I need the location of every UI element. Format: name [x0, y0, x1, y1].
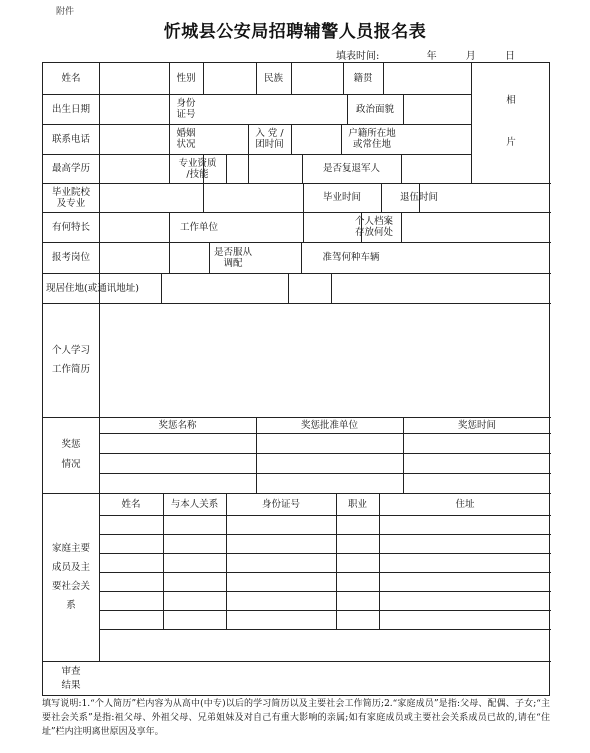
label-archive-location: 个人档案 存放何处 — [354, 216, 393, 238]
label-name: 姓名 — [61, 73, 81, 84]
row-line — [99, 572, 551, 573]
label-position: 报考岗位 — [51, 252, 90, 263]
col-line — [471, 63, 472, 183]
row-line — [99, 591, 551, 592]
fill-time-year: 年 — [426, 51, 437, 62]
header-family-address: 住址 — [455, 498, 475, 510]
row-line — [43, 303, 551, 304]
label-phone: 联系电话 — [51, 133, 90, 145]
row-line — [43, 661, 551, 662]
label-graduation-time: 毕业时间 — [322, 192, 361, 203]
col-line — [161, 273, 162, 303]
header-family-job: 职业 — [347, 498, 367, 510]
label-id-number: 身份 证号 — [176, 98, 196, 120]
row-line — [99, 553, 551, 554]
label-resume: 个人学习 工作简历 — [51, 345, 90, 375]
header-family-name: 姓名 — [121, 498, 141, 510]
label-school-major: 毕业院校 及专业 — [51, 186, 90, 209]
col-line — [401, 154, 402, 183]
fill-time — [336, 47, 515, 62]
label-education: 最高学历 — [51, 163, 90, 174]
row-line — [43, 242, 551, 243]
label-native-place: 籍贯 — [353, 73, 373, 84]
col-line — [403, 94, 404, 124]
header-family-relation: 与本人关系 — [170, 498, 219, 510]
row-line — [99, 515, 551, 516]
label-ethnicity: 民族 — [263, 73, 283, 84]
label-qualification: 专业资质 /技能 — [178, 157, 217, 180]
col-line — [401, 212, 402, 242]
col-line — [226, 154, 227, 183]
header-award-name: 奖惩名称 — [158, 419, 197, 431]
label-veteran: 是否复退军人 — [322, 163, 380, 174]
label-gender: 性别 — [176, 73, 196, 84]
col-line — [291, 63, 292, 94]
col-line — [331, 273, 332, 303]
label-household-reg: 户籍所在地 或常住地 — [348, 128, 396, 150]
label-family: 家庭主要 成员及主 要社会关 系 — [51, 543, 90, 611]
col-line — [291, 124, 292, 154]
label-marital-status: 婚姻 状况 — [176, 128, 196, 150]
label-review: 审查 结果 — [61, 666, 81, 691]
photo-label-top: 相 — [506, 94, 516, 106]
label-specialty: 有何特长 — [51, 221, 90, 233]
label-work-unit: 工作单位 — [179, 221, 218, 233]
header-award-unit: 奖惩批准单位 — [300, 419, 358, 431]
label-address: 现居住地(或通讯地址) — [46, 282, 139, 294]
label-political-status: 政治面貌 — [355, 103, 394, 115]
row-line — [43, 94, 471, 95]
col-line — [288, 273, 289, 303]
fill-time-month: 月 — [465, 51, 476, 62]
label-party-join-time: 入 党 / 团时间 — [255, 128, 284, 150]
fill-time-label: 填表时间: — [336, 51, 380, 62]
form-title: 忻城县公安局招聘辅警人员报名表 — [163, 22, 427, 42]
label-discharge-time: 退伍时间 — [399, 192, 438, 203]
row-line — [43, 212, 551, 213]
label-obey-assignment: 是否服从 调配 — [213, 246, 252, 269]
registration-table — [42, 62, 550, 696]
label-license: 准驾何种车辆 — [322, 252, 380, 263]
header-family-id: 身份证号 — [261, 498, 300, 510]
label-awards: 奖惩 情况 — [61, 439, 81, 470]
header-award-time: 奖惩时间 — [457, 419, 496, 431]
row-line — [99, 453, 551, 454]
annex-label: 附件 — [56, 7, 75, 17]
col-line — [383, 63, 384, 94]
row-line — [43, 183, 551, 184]
label-birth-date: 出生日期 — [51, 103, 90, 115]
fill-instructions: 填写说明:1.“个人简历”栏内容为从高中(中专)以后的学习简历以及主要社会工作简历;2.“家庭成员”是指:父母、配偶、子女;“主要社会关系”是指:祖父母、外祖父母、兄弟姐妹及对自己有重大影响的亲属;如有家庭成员或主要社会关系成员已故的,请在“住址”栏内注明离世原因及享年。 — [42, 699, 550, 737]
row-line — [99, 473, 551, 474]
row-line — [99, 610, 551, 611]
row-line — [99, 433, 551, 434]
photo-label-bottom: 片 — [506, 136, 516, 148]
row-line — [43, 154, 471, 155]
row-line — [99, 534, 551, 535]
col-line — [203, 63, 204, 94]
col-line — [99, 303, 100, 661]
fill-time-day: 日 — [504, 51, 515, 62]
row-line — [99, 629, 551, 630]
col-line — [99, 63, 100, 212]
